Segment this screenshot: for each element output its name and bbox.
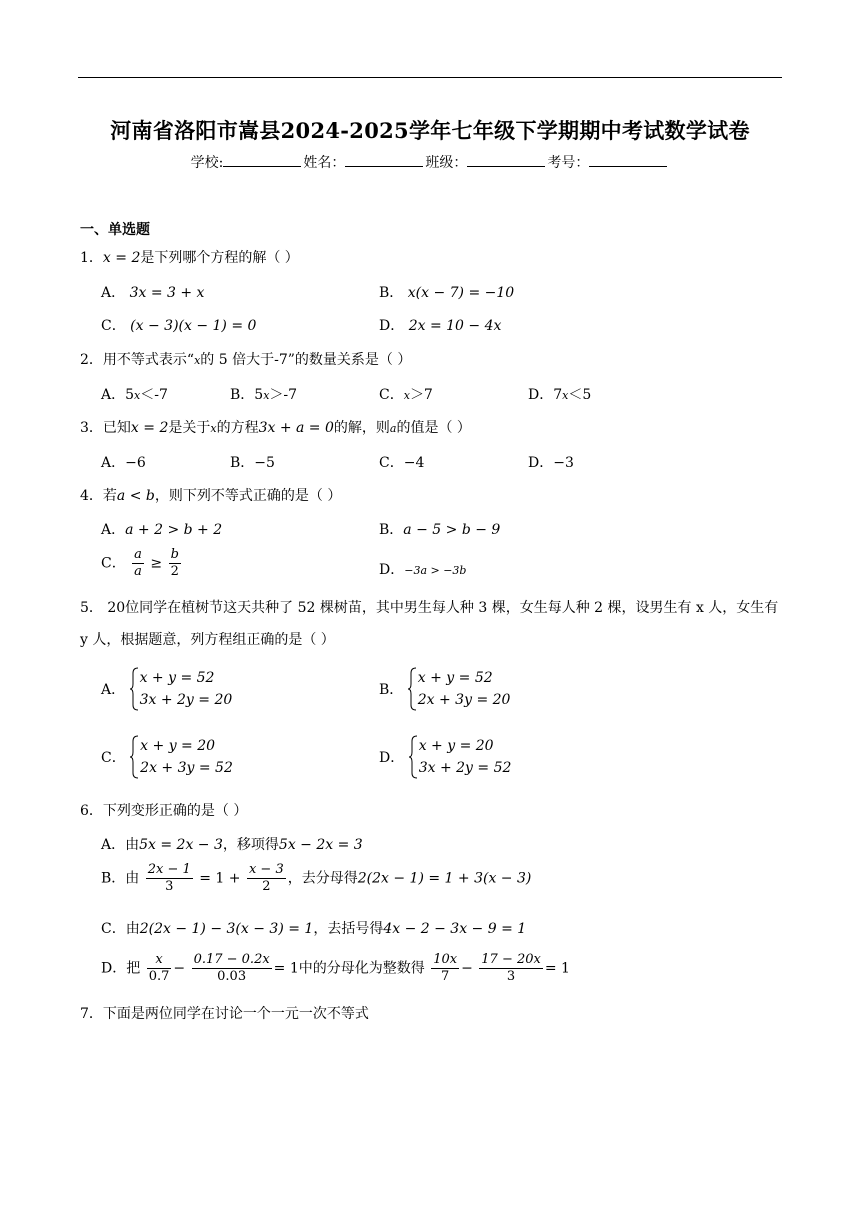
q2-option-c[interactable]: C．x＞7 [379, 387, 433, 403]
q1-number: 1． [80, 250, 103, 266]
fraction: $\frac{b}{2}$ [170, 547, 179, 579]
student-info-line [0, 152, 860, 172]
q2-option-b[interactable]: B．5x＞-7 [230, 387, 298, 403]
q1-option-d[interactable]: D． 2x = 10 − 4x [379, 318, 502, 334]
q1-option-b[interactable]: B． x(x − 7) = −10 [379, 285, 515, 301]
q1-text: 是下列哪个方程的解（ ） [140, 250, 299, 266]
q3-option-a[interactable]: A．−6 [101, 455, 146, 471]
equation-system: x + y = 52 2x + 3y = 20 [408, 667, 511, 711]
class-label: 班级： [425, 155, 468, 171]
class-blank[interactable] [467, 154, 545, 167]
school-blank[interactable] [223, 154, 301, 167]
question-6-stem: 6．下列变形正确的是（ ） [80, 803, 248, 819]
question-3-stem: 3．已知x = 2是关于x的方程3x + a = 0的解，则a的值是（ ） [80, 420, 471, 436]
equation-system: x + y = 52 3x + 2y = 20 [130, 667, 233, 711]
q5-option-d[interactable]: D． x + y = 20 3x + 2y = 52 [379, 735, 511, 779]
equation-system: x + y = 20 3x + 2y = 52 [409, 735, 512, 779]
brace-icon [130, 735, 139, 779]
equation-system: x + y = 20 2x + 3y = 52 [130, 735, 233, 779]
question-4-stem: 4．若a < b，则下列不等式正确的是（ ） [80, 488, 342, 504]
name-label: 姓名： [303, 155, 346, 171]
school-label: 学校: [190, 155, 224, 171]
name-blank[interactable] [345, 154, 423, 167]
q6-option-b[interactable]: B．由 $\frac{2x - 1}{3}$ = 1 + $\frac{x - 3}{2}$ ，去分母得2(2x − 1) = 1 + 3(x − 3) [101, 862, 532, 894]
fraction: $\frac{a}{a}$ [134, 547, 142, 579]
question-7-stem: 7．下面是两位同学在讨论一个一元一次不等式 [80, 1006, 369, 1022]
question-2-stem: 2．用不等式表示“x的 5 倍大于-7”的数量关系是（ ） [80, 352, 412, 368]
q1-math: x = 2 [102, 250, 141, 266]
number-blank[interactable] [589, 154, 667, 167]
q3-option-c[interactable]: C．−4 [379, 455, 425, 471]
q2-option-d[interactable]: D．7x＜5 [528, 387, 592, 403]
brace-icon [409, 735, 418, 779]
q3-option-d[interactable]: D．−3 [528, 455, 574, 471]
number-label: 考号： [547, 155, 590, 171]
header-rule [78, 77, 782, 78]
q6-option-a[interactable]: A．由5x = 2x − 3，移项得5x − 2x = 3 [101, 837, 363, 853]
q1-option-a[interactable]: A． 3x = 3 + x [101, 285, 205, 301]
brace-icon [130, 667, 139, 711]
question-1-stem [80, 247, 299, 267]
q3-option-b[interactable]: B．−5 [230, 455, 275, 471]
q5-option-b[interactable]: B． x + y = 52 2x + 3y = 20 [379, 667, 510, 711]
section-heading-single-choice: 一、单选题 [80, 222, 150, 238]
q1-option-c[interactable]: C． (x − 3)(x − 1) = 0 [101, 318, 257, 334]
q4-option-d[interactable]: D．−3a > −3b [379, 562, 467, 578]
q5-option-a[interactable]: A． x + y = 52 3x + 2y = 20 [101, 667, 232, 711]
q4-option-a[interactable]: A．a + 2 > b + 2 [101, 522, 223, 538]
q2-option-a[interactable]: A．5x＜-7 [101, 387, 168, 403]
q5-option-c[interactable]: C． x + y = 20 2x + 3y = 52 [101, 735, 233, 779]
question-5-stem: 5． 20位同学在植树节这天共种了 52 棵树苗，其中男生每人种 3 棵，女生每人种 2 棵，设男生有 x 人，女生有 y 人，根据题意，列方程组正确的是（ ） [80, 600, 779, 648]
page-title: 河南省洛阳市嵩县2024-2025学年七年级下学期期中考试数学试卷 [110, 118, 750, 143]
q4-option-b[interactable]: B．a − 5 > b − 9 [379, 522, 501, 538]
q6-option-c[interactable]: C．由2(2x − 1) − 3(x − 3) = 1，去括号得4x − 2 − 3x − 9 = 1 [101, 921, 527, 937]
brace-icon [408, 667, 417, 711]
q4-option-c[interactable]: C． $\frac{a}{a}$ ≥ $\frac{b}{2}$ [101, 547, 179, 579]
q6-option-d[interactable]: D．把 $\frac{x}{0.7}$ − $\frac{0.17 - 0.2x}{0.03}$ = 1中的分母化为整数得 $\frac{10x}{7}$ − $\frac{17 - 20x}{3}$ = 1 [101, 952, 570, 984]
